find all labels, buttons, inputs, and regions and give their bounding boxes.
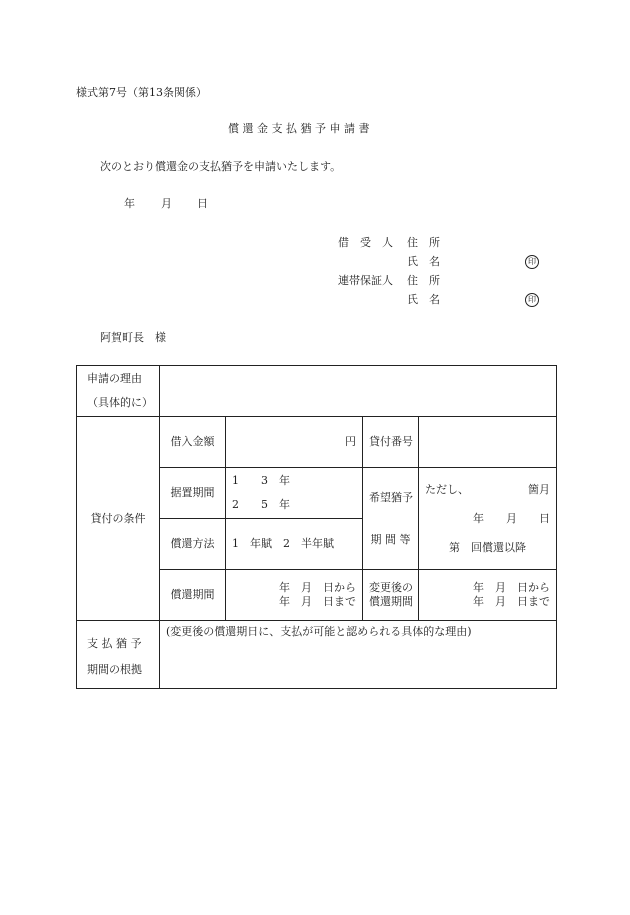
desired-period-label-cell	[363, 468, 419, 570]
borrower-address-label: 住 所	[407, 236, 440, 249]
borrower-name-label: 氏 名	[407, 255, 440, 268]
changed-period-field[interactable]	[419, 570, 557, 621]
changed-period-to: 年 月 日まで	[473, 595, 550, 608]
form-number: 様式第7号（第13条関係）	[76, 86, 207, 99]
date-month: 月	[161, 197, 172, 210]
borrower-seal-mark: 印	[525, 255, 539, 269]
desired-months-unit: 箇月	[528, 482, 550, 496]
desired-installment: 第 回償還以降	[449, 540, 526, 554]
changed-label-line-1: 変更後の	[369, 581, 413, 594]
repay-period-from: 年 月 日から	[279, 581, 356, 594]
guarantor-label: 連帯保証人	[338, 274, 393, 287]
desired-label-line-1: 希望猶予	[369, 490, 413, 504]
borrower-label: 借 受 人	[338, 236, 393, 249]
reason-row	[77, 366, 557, 417]
loan-number-field[interactable]	[419, 417, 557, 468]
conditions-label-cell	[77, 417, 160, 621]
loan-amount-label: 借入金額	[160, 417, 226, 468]
reason-label-line-2: （具体的に）	[87, 396, 153, 409]
repay-method-label: 償還方法	[160, 519, 226, 570]
loan-amount-row	[77, 417, 557, 468]
reason-label-cell	[77, 366, 160, 417]
loan-number-label: 貸付番号	[363, 417, 419, 468]
changed-label-line-2: 償還期間	[369, 595, 413, 608]
desired-period-field[interactable]	[419, 468, 557, 570]
conditions-label: 貸付の条件	[90, 511, 146, 525]
repay-period-field[interactable]	[226, 570, 363, 621]
application-form-table	[76, 365, 557, 689]
guarantor-seal-mark: 印	[525, 293, 539, 307]
date-year: 年	[124, 197, 135, 210]
basis-row	[77, 621, 557, 689]
repay-method-options[interactable]: 1 年賦 2 半年賦	[226, 519, 363, 570]
basis-label-cell	[77, 621, 160, 689]
grace-option-2: 2 5 年	[232, 498, 290, 511]
guarantor-name-label: 氏 名	[407, 293, 440, 306]
repay-period-label: 償還期間	[160, 570, 226, 621]
date-day: 日	[197, 197, 208, 210]
guarantor-address-label: 住 所	[407, 274, 440, 287]
desired-proviso: ただし、	[425, 482, 469, 496]
basis-label-line-1: 支 払 猶 予	[87, 636, 142, 650]
basis-note: (変更後の償還期日に、支払が可能と認められる具体的な理由)	[166, 625, 472, 638]
desired-date: 年 月 日	[473, 511, 550, 525]
repay-period-to: 年 月 日まで	[279, 595, 356, 608]
basis-label-line-2: 期間の根拠	[87, 662, 142, 676]
loan-amount-field[interactable]	[226, 417, 363, 468]
addressee: 阿賀町長 様	[100, 331, 166, 344]
grace-period-options[interactable]	[226, 468, 363, 519]
grace-period-label: 据置期間	[160, 468, 226, 519]
changed-period-from: 年 月 日から	[473, 581, 550, 594]
document-title: 償 還 金 支 払 猶 予 申 請 書	[228, 122, 370, 135]
reason-input-cell[interactable]	[160, 366, 557, 417]
changed-period-label-cell	[363, 570, 419, 621]
yen-unit: 円	[345, 435, 356, 448]
intro-text: 次のとおり償還金の支払猶予を申請いたします。	[100, 160, 342, 173]
desired-label-line-2: 期 間 等	[370, 532, 411, 546]
basis-input-cell[interactable]	[160, 621, 557, 689]
grace-option-1: 1 3 年	[232, 474, 290, 487]
reason-label-line-1: 申請の理由	[87, 372, 142, 385]
